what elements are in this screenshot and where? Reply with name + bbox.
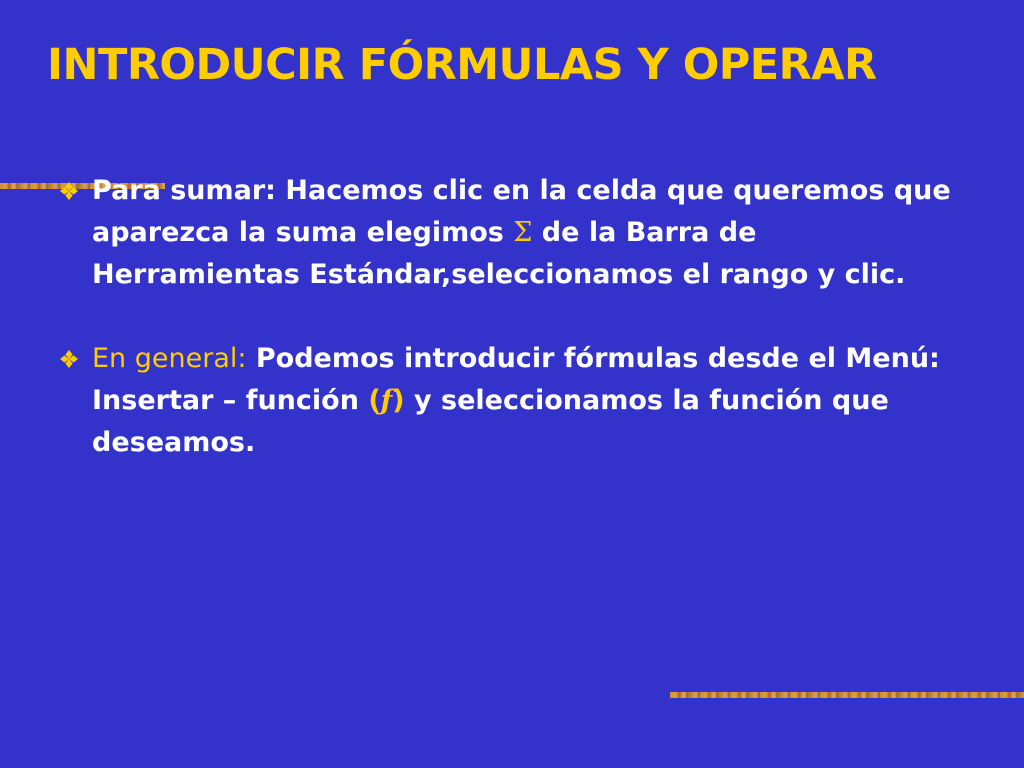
sigma-icon: Σ (513, 217, 533, 248)
four-diamond-bullet-icon (60, 350, 78, 368)
bullet-item-general (60, 338, 960, 464)
bullet-lead: Para sumar: (92, 175, 276, 206)
bullet-text-continued: y seleccionamos la función que deseamos. (92, 385, 889, 458)
paren-open: ( (368, 385, 381, 416)
bullet-text-continued: de la Barra de Herramientas Estándar,seleccionamos el rango y clic. (92, 217, 906, 290)
function-icon: ƒ (380, 385, 393, 416)
slide-title: INTRODUCIR FÓRMULAS Y OPERAR (47, 40, 877, 90)
bullet-item-sumar (60, 170, 960, 296)
bullet-lead: En general: (92, 343, 247, 374)
bullet-list (60, 170, 960, 464)
bullet-text: Podemos introducir fórmulas desde el Menú: Insertar – función (92, 343, 940, 416)
paren-close: ) (392, 385, 405, 416)
four-diamond-bullet-icon (60, 182, 78, 200)
decorative-stripe-right (670, 692, 1024, 698)
bullet-text: Hacemos clic en la celda que queremos que aparezca la suma elegimos (92, 175, 951, 248)
